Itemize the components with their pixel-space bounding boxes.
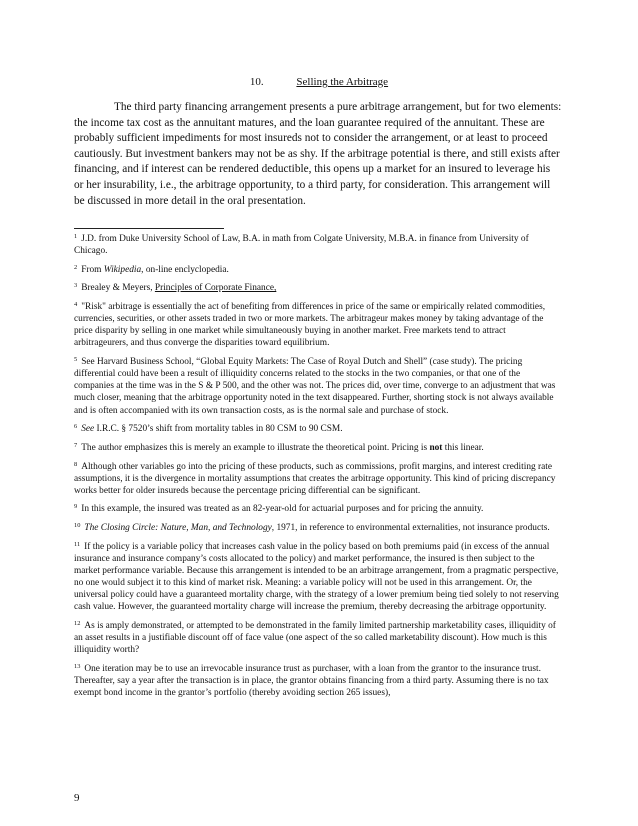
section-title: Selling the Arbitrage (296, 76, 389, 88)
footnote-text: As is amply demonstrated, or attempted to be demonstrated in the family limited partnership marketability cases, illiquidity of an asset results in a justifiable discount off of face value (one aspect of the so called marketability discount). How much is this illiquidity worth? (74, 620, 556, 656)
footnote-text: See Harvard Business School, “Global Equity Markets: The Case of Royal Dutch and Shell” (case study). The pricing differential could have been a result of illiquidity concerns related to the stocks in the two companies, or that one of the companies at the time was in the S & P 500, and the other was not. The prices did, over time, converge to an adjustment that was much closer, meaning that the arbitrage opportunity noted in the text disappeared. Further, shorting stock is not always available and is often accompanied with its own transaction costs, as is the normal sale and purchase of stock. (74, 357, 556, 416)
footnote (74, 301, 562, 349)
footnote-text: "Risk" arbitrage is essentially the act of benefiting from differences in price of the same or empirically related commodities, currencies, securities, or other assets traded in two or more markets. The arbitrageur makes money by taking advantage of the price disparity by selling in one market while simultaneously buying in another market. Free markets tend to attract arbitrageurers, and thus converge the disparities toward equilibrium. (74, 302, 546, 349)
footnote-em: Wikipedia (103, 264, 142, 275)
footnote (74, 541, 562, 614)
footnote-number: 7 (74, 441, 78, 449)
footnote (74, 503, 562, 515)
footnote-em: The Closing Circle: Nature, Man, and Technology (84, 523, 272, 534)
footnote-number: 2 (74, 263, 78, 271)
footnote (74, 356, 562, 416)
section-number: 10. (249, 76, 264, 88)
footnote-number: 13 (74, 662, 81, 670)
footnote (74, 461, 562, 497)
section-heading (0, 76, 638, 89)
footnote-text: Although other variables go into the pricing of these products, such as commissions, profit margins, and interest crediting rate assumptions, it is the divergence in mortality assumptions that creates the arbitrage opportunity. This kind of pricing discrepancy works better for older insureds because the percentage pricing differential can be significant. (74, 461, 556, 496)
footnote (74, 282, 562, 294)
footnote-pre: From (81, 264, 104, 275)
footnote-number: 10 (74, 522, 81, 530)
footnote-post: I.R.C. § 7520’s shift from mortality tables in 80 CSM to 90 CSM. (94, 424, 343, 435)
footnote-em: See (81, 424, 95, 435)
footnote-underline: Principles of Corporate Finance, (154, 283, 277, 294)
footnote (74, 423, 562, 435)
footnote-pre: Brealey & Meyers, (81, 283, 155, 294)
footnote-text: In this example, the insured was treated as an 82-year-old for actuarial purposes and for pricing the annuity. (81, 504, 484, 515)
footnote-text: If the policy is a variable policy that increases cash value in the policy based on both premiums paid (in excess of the annual insurance and insurance company’s costs allocated to the policy) and market performance, the insured is then subject to the market performance variable. Because this arrangement is intended to be an arbitrage arrangement, from a pragmatic perspective, no one would subject it to this kind of market risk. Meaning: a variable policy will not be used in this arrangement. Or, the universal policy could have a guaranteed mortality charge, with the strategy of a lower premium being tied solely to not reserving cash value. However, the guaranteed mortality charge will increase the premium, thereby decreasing the arbitrage opportunity. (74, 541, 559, 613)
footnote-bold: not (429, 442, 443, 453)
footnote-number: 8 (74, 460, 78, 468)
footnote-number: 5 (74, 356, 78, 364)
footnote-number: 1 (74, 233, 78, 240)
body-paragraph: The third party financing arrangement presents a pure arbitrage arrangement, but for two elements: the income tax cost as the annuitant matures, and the loan guarantee required of the annuitant. These are probably sufficient impediments for most insureds not to consider the arrangement, or at least to proceed cautiously. But investment bankers may not be as shy. If the arbitrage potential is there, and still exists after financing, and if interest can be rendered deductible, this opens up a market for an insured to leverage his or her insurability, i.e., the arbitrage opportunity, to a third party, for consideration. This arrangement will be discussed in more detail in the oral presentation. (74, 101, 562, 207)
footnote-text: One iteration may be to use an irrevocable insurance trust as purchaser, with a loan from the grantor to the insurance trust. Thereafter, say a year after the transaction is in place, the grantor obtains financing from a third party. Assuming there is no tax exempt bond income in the grantor’s portfolio (thereby avoiding section 265 issues), (74, 663, 549, 699)
footnote-number: 6 (74, 423, 78, 431)
footnote-text: J.D. from Duke University School of Law, B.A. in math from Colgate University, M.B.A. in finance from University of Chicago. (74, 234, 529, 257)
footnote (74, 663, 562, 699)
footnote (74, 264, 562, 276)
footnote-number: 12 (74, 619, 81, 627)
footnotes (74, 233, 562, 706)
footnote-number: 3 (74, 282, 78, 290)
footnote-post: , 1971, in reference to environmental externalities, not insurance products. (271, 523, 550, 534)
footnote-number: 9 (74, 503, 78, 511)
footnote (74, 620, 562, 656)
footnote-separator (74, 228, 224, 229)
footnote-post: , on-line enclyclopedia. (141, 264, 229, 275)
page-number: 9 (74, 792, 80, 804)
footnote-post: this linear. (442, 442, 484, 453)
footnote (74, 233, 562, 257)
footnote (74, 442, 562, 454)
footnote-pre: The author emphasizes this is merely an example to illustrate the theoretical point. Pricing is (81, 442, 430, 453)
footnote (74, 522, 562, 534)
footnote-number: 11 (74, 540, 81, 548)
footnote-number: 4 (74, 301, 78, 309)
